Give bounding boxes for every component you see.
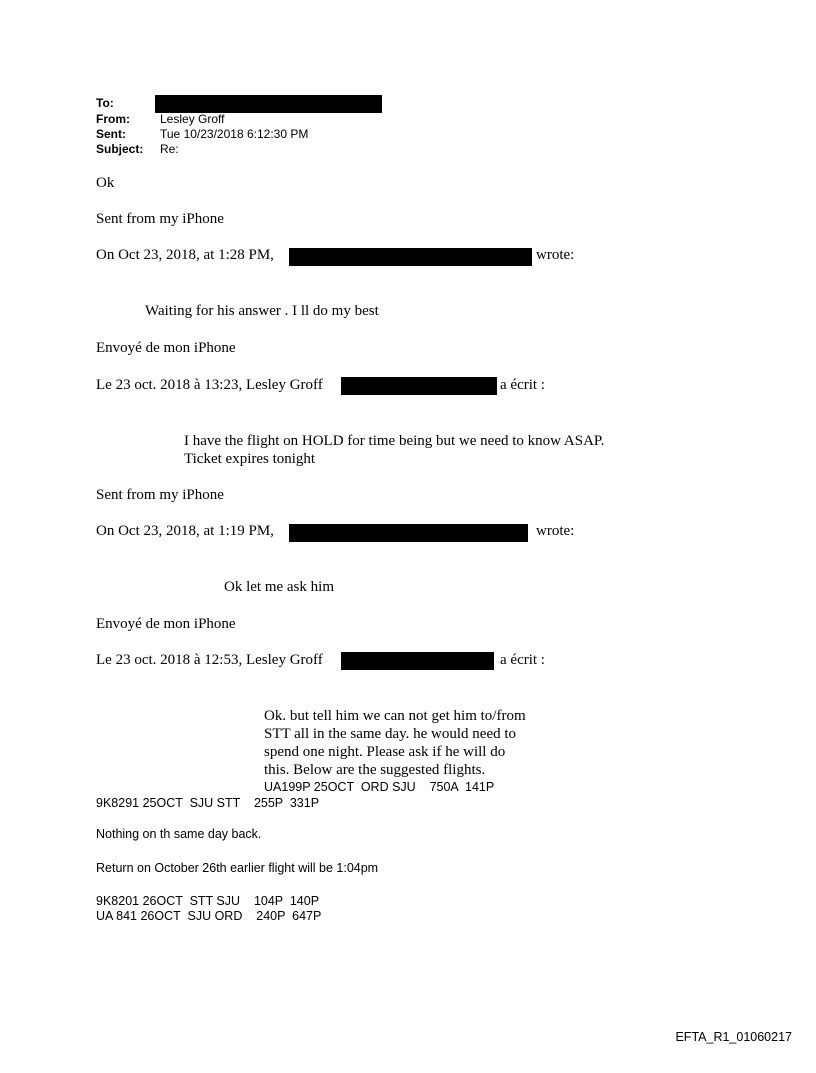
sent-label: Sent: <box>96 127 126 141</box>
quoted-message: Waiting for his answer . I ll do my best <box>145 303 379 319</box>
signature: Sent from my iPhone <box>96 211 224 227</box>
quote-wrote: a écrit : <box>500 652 545 668</box>
flight-line: UA 841 26OCT SJU ORD 240P 647P <box>96 909 322 923</box>
quoted-message-line: Ticket expires tonight <box>184 451 316 467</box>
to-label: To: <box>96 96 114 110</box>
from-value: Lesley Groff <box>160 112 225 126</box>
quoted-message-line: spend one night. Please ask if he will do <box>264 744 506 760</box>
redaction-bar <box>155 95 382 113</box>
redaction-bar <box>341 652 494 670</box>
quote-intro: Le 23 oct. 2018 à 13:23, Lesley Groff <box>96 377 323 393</box>
quote-intro: On Oct 23, 2018, at 1:19 PM, <box>96 523 274 539</box>
quote-intro: On Oct 23, 2018, at 1:28 PM, <box>96 247 274 263</box>
redaction-bar <box>289 248 532 266</box>
redaction-bar <box>341 377 497 395</box>
signature: Sent from my iPhone <box>96 487 224 503</box>
quoted-message-line: I have the flight on HOLD for time being but we need to know ASAP. <box>184 433 605 449</box>
quoted-message-line: this. Below are the suggested flights. <box>264 762 486 778</box>
document-id: EFTA_R1_01060217 <box>675 1030 792 1044</box>
redaction-bar <box>289 524 528 542</box>
signature: Envoyé de mon iPhone <box>96 616 236 632</box>
from-label: From: <box>96 112 130 126</box>
note-text: Return on October 26th earlier flight will be 1:04pm <box>96 861 379 875</box>
quoted-message-line: Ok. but tell him we can not get him to/from <box>264 708 526 724</box>
flight-line: 9K8291 25OCT SJU STT 255P 331P <box>96 796 320 810</box>
quote-intro: Le 23 oct. 2018 à 12:53, Lesley Groff <box>96 652 323 668</box>
signature: Envoyé de mon iPhone <box>96 340 236 356</box>
subject-value: Re: <box>160 142 179 156</box>
sent-value: Tue 10/23/2018 6:12:30 PM <box>160 127 309 141</box>
quoted-message: Ok let me ask him <box>224 579 334 595</box>
reply-text: Ok <box>96 175 115 191</box>
quote-wrote: wrote: <box>536 523 575 539</box>
quoted-message-line: STT all in the same day. he would need to <box>264 726 517 742</box>
flight-line: 9K8201 26OCT STT SJU 104P 140P <box>96 894 320 908</box>
subject-label: Subject: <box>96 142 144 156</box>
quote-wrote: wrote: <box>536 247 575 263</box>
quote-wrote: a écrit : <box>500 377 545 393</box>
note-text: Nothing on th same day back. <box>96 827 262 841</box>
flight-line: UA199P 25OCT ORD SJU 750A 141P <box>264 780 495 794</box>
